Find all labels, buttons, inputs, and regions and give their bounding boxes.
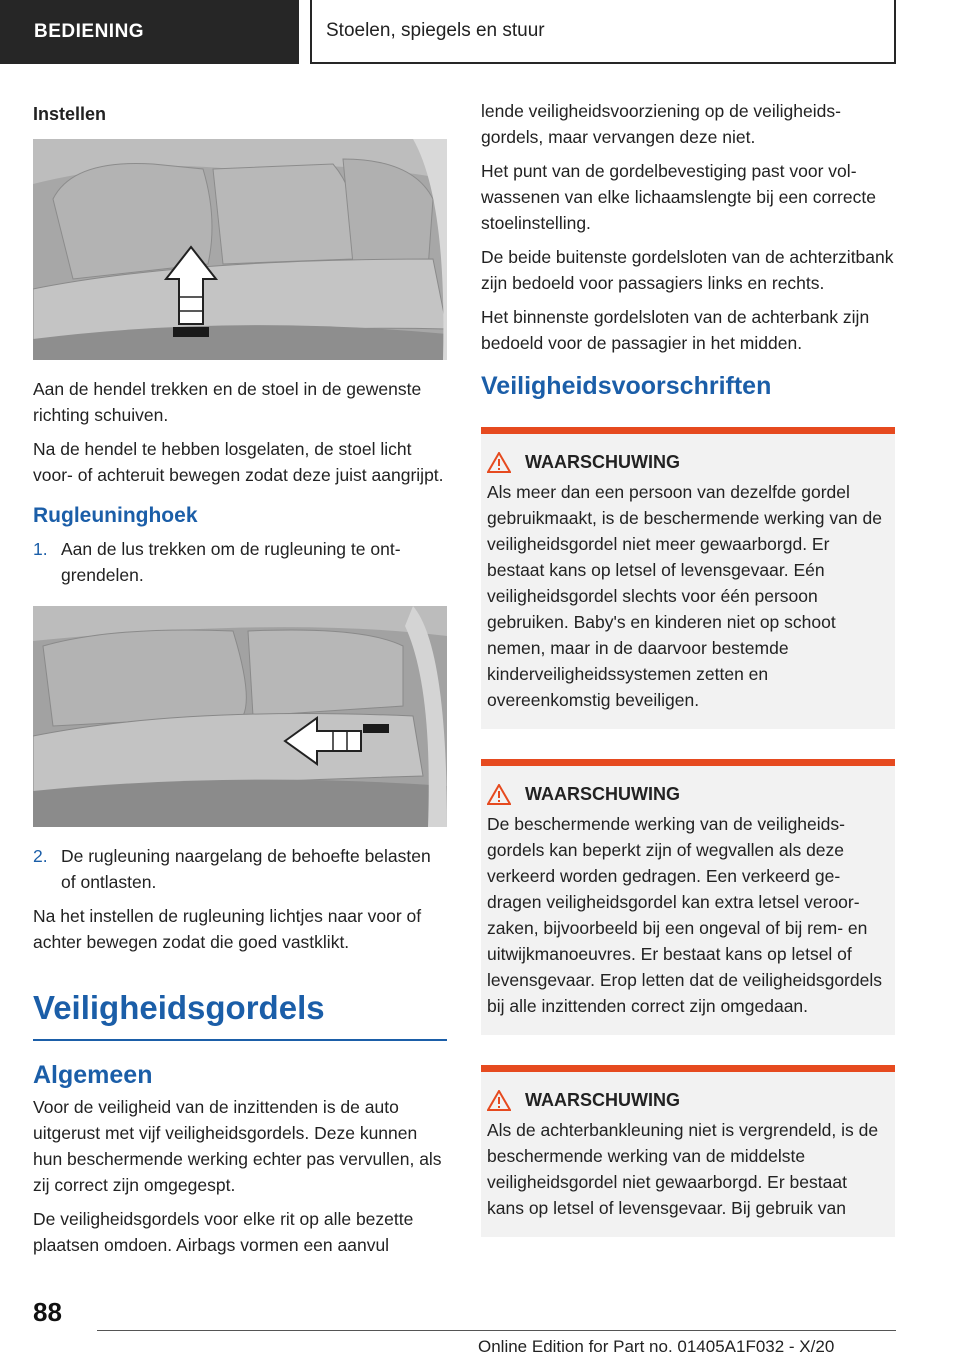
warning-triangle-icon [487, 1090, 511, 1111]
paragraph: Aan de hendel trekken en de stoel in de gewenste richting schuiven. [33, 379, 422, 425]
warning-text: De beschermende werking van de veiligheidsgordels kan beperkt zijn of wegvallen als deze verkeerd worden gedragen. Een verkeerd gedragen veiligheidsgordel kan extra letsel veroorzaken, bijvoorbeeld bij een ongeval of bij rem- en uitwijkmanoeuvres. Er bestaat kans op letsel of levensgevaar. Erop letten dat de veiligheidsgordels bij alle inzittenden correct zijn omgedaan. [487, 814, 882, 1016]
warning-triangle-icon [487, 452, 511, 473]
footer-rule [97, 1330, 896, 1331]
warning-triangle-icon [487, 784, 511, 805]
paragraph: Na de hendel te hebben losgelaten, de stoel licht voor- of achteruit bewegen zodat deze juist aangrijpt. [33, 439, 444, 485]
step-number: 1. [33, 539, 48, 559]
list-item [33, 843, 447, 895]
warning-text: Als meer dan een persoon van dezelfde gordel gebruikmaakt, is de beschermende werking van de veiligheidsgordel niet meer gewaarborgd. Er bestaat kans op letsel of levensgevaar. Eén veiligheidsgordel slechts voor één persoon gebruiken. Baby's en kinderen niet op schoot nemen, maar in de daarvoor bestemde kinderveiligheidssystemen zetten en overeenkomstig beveiligen. [487, 482, 882, 710]
paragraph: Na het instellen de rugleuning lichtjes naar voor of achter bewegen zodat die goed vastklikt. [33, 906, 422, 952]
paragraph: De veiligheidsgordels voor elke rit op alle bezette plaatsen omdoen. Airbags vormen een aanvul [33, 1209, 414, 1255]
warning-label: WAARSCHUWING [525, 784, 680, 804]
warning-title [487, 452, 885, 473]
page-number: 88 [33, 1297, 62, 1327]
paragraph: De beide buitenste gordelsloten van de achterzitbank zijn bedoeld voor passagiers links en rechts. [481, 247, 894, 293]
right-column [481, 98, 895, 1237]
heading-rule [33, 1039, 447, 1041]
step-text: Aan de lus trekken om de rugleuning te ontgrendelen. [61, 539, 401, 585]
rugleuninghoek-heading: Rugleuninghoek [33, 504, 198, 527]
seat-adjust-illustration [33, 139, 447, 360]
warning-label: WAARSCHUWING [525, 452, 680, 472]
algemeen-heading: Algemeen [33, 1061, 153, 1089]
left-column [33, 98, 447, 1266]
warning-box [481, 759, 895, 1035]
paragraph: Het punt van de gordelbevestiging past voor volwassenen van elke lichaamslengte bij een correcte stoelinstelling. [481, 161, 876, 233]
warning-text: Als de achterbankleuning niet is vergrendeld, is de beschermende werking van de middelste veiligheidsgordel niet gewaarborgd. Er bestaat kans op letsel of levensgevaar. Bij gebruik van [487, 1120, 879, 1218]
paragraph: Voor de veiligheid van de inzittenden is de auto uitgerust met vijf veiligheidsgordels. Deze kunnen hun beschermende werking echter pas vervullen, als zij correct zijn omgegespt. [33, 1097, 442, 1195]
step-text: De rugleuning naargelang de behoefte belasten of ontlasten. [61, 846, 431, 892]
paragraph: Het binnenste gordelsloten van de achterbank zijn bedoeld voor de passagier in het midden. [481, 307, 870, 353]
paragraph: lende veiligheidsvoorziening op de veiligheidsgordels, maar vervangen deze niet. [481, 101, 841, 147]
footer-edition: Online Edition for Part no. 01405A1F032 - X/20 [478, 1337, 835, 1356]
warning-title [487, 784, 885, 805]
warning-label: WAARSCHUWING [525, 1090, 680, 1110]
section-tab: BEDIENING [0, 0, 299, 64]
backrest-release-illustration [33, 606, 447, 827]
warning-box [481, 427, 895, 729]
warning-box [481, 1065, 895, 1237]
step-number: 2. [33, 846, 48, 866]
instellen-heading: Instellen [33, 104, 107, 124]
warning-title [487, 1090, 885, 1111]
chapter-title: Stoelen, spiegels en stuur [310, 0, 896, 64]
veiligheidsvoorschriften-heading: Veiligheidsvoorschriften [481, 372, 772, 400]
list-item [33, 536, 447, 588]
veiligheidsgordels-heading: Veiligheidsgordels [33, 989, 325, 1026]
